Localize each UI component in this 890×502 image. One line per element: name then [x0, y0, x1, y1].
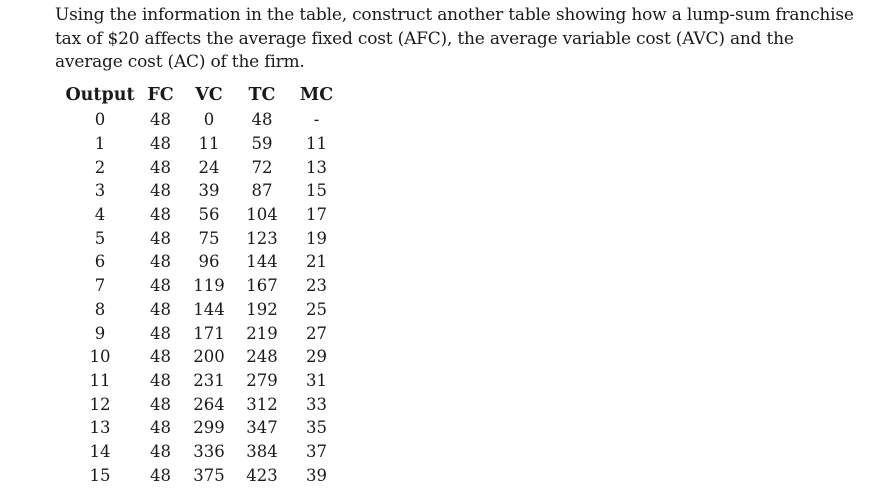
cell-fc: 48: [150, 276, 171, 296]
cell-output: 14: [89, 441, 111, 461]
cell-fc: 48: [150, 370, 171, 390]
table-row: [61, 108, 345, 132]
cell-vc: 144: [193, 299, 225, 319]
table-row: [61, 179, 345, 203]
cell-fc: 48: [150, 181, 171, 201]
cell-output: 8: [94, 299, 106, 319]
cell-tc: 48: [251, 110, 273, 130]
cell-fc: 48: [150, 347, 171, 367]
cell-mc: 21: [306, 252, 327, 272]
cell-fc: 48: [150, 299, 171, 319]
cell-vc: 231: [193, 370, 225, 390]
cell-output: 9: [94, 323, 106, 343]
cell-fc: 48: [150, 157, 171, 177]
table-row: [61, 463, 345, 487]
cell-tc: 192: [246, 299, 278, 319]
header-vc: VC: [195, 85, 223, 105]
cell-vc: 375: [193, 465, 225, 485]
cell-tc: 384: [246, 441, 278, 461]
table-row: [61, 369, 345, 393]
cell-vc: 299: [193, 418, 225, 438]
cell-vc: 0: [203, 110, 215, 130]
cell-fc: 48: [150, 110, 171, 130]
cell-output: 10: [89, 347, 111, 367]
header-output: Output: [65, 85, 135, 105]
cell-fc: 48: [150, 252, 171, 272]
cell-fc: 48: [150, 323, 171, 343]
cell-tc: 123: [246, 228, 278, 248]
cell-mc: 31: [306, 370, 327, 390]
cell-output: 4: [94, 205, 106, 225]
cell-mc: 15: [306, 181, 327, 201]
cell-output: 3: [94, 181, 106, 201]
cell-tc: 167: [246, 276, 278, 296]
cell-vc: 171: [193, 323, 225, 343]
cell-output: 5: [94, 228, 106, 248]
cell-tc: 423: [246, 465, 278, 485]
cell-output: 6: [94, 252, 106, 272]
cell-fc: 48: [150, 228, 171, 248]
cell-mc: 23: [306, 276, 327, 296]
cell-output: 0: [94, 110, 106, 130]
table-row: [61, 298, 345, 322]
question-text: Using the information in the table, construct another table showing how a lump-sum franchise tax of $20 affects the average fixed cost (AFC), the average variable cost (AVC) and the average cost (AC) of the firm.: [55, 5, 854, 72]
cell-tc: 347: [246, 418, 278, 438]
cell-vc: 56: [198, 205, 220, 225]
cell-fc: 48: [150, 134, 171, 154]
cell-tc: 219: [246, 323, 278, 343]
cell-mc: 25: [306, 299, 327, 319]
cell-tc: 144: [246, 252, 278, 272]
cell-tc: 279: [246, 370, 278, 390]
cell-fc: 48: [150, 418, 171, 438]
header-fc: FC: [147, 85, 174, 105]
table-row: [61, 250, 345, 274]
cell-mc: 39: [306, 465, 327, 485]
table-row: [61, 345, 345, 369]
table-row: [61, 155, 345, 179]
table-body: [61, 108, 345, 487]
cell-tc: 87: [251, 181, 273, 201]
cell-vc: 200: [193, 347, 225, 367]
cell-vc: 39: [198, 181, 220, 201]
cell-mc: 13: [306, 157, 327, 177]
header-mc: MC: [299, 85, 334, 105]
table-row: [61, 274, 345, 298]
cell-mc: 27: [306, 323, 327, 343]
table-row: [61, 132, 345, 156]
cell-output: 15: [89, 465, 111, 485]
cell-fc: 48: [150, 441, 171, 461]
cell-mc: -: [313, 110, 320, 130]
cell-output: 1: [94, 134, 106, 154]
table-header-row: [61, 82, 345, 108]
cell-tc: 312: [246, 394, 278, 414]
cell-mc: 29: [306, 347, 327, 367]
cell-output: 11: [89, 370, 111, 390]
cell-vc: 11: [198, 134, 220, 154]
cell-mc: 11: [306, 134, 327, 154]
cell-tc: 104: [246, 205, 278, 225]
cell-output: 2: [94, 157, 106, 177]
cell-fc: 48: [150, 205, 171, 225]
cell-tc: 59: [251, 134, 273, 154]
cell-vc: 336: [193, 441, 225, 461]
cell-fc: 48: [150, 465, 171, 485]
cell-vc: 24: [198, 157, 220, 177]
cell-vc: 119: [193, 276, 225, 296]
header-tc: TC: [248, 85, 276, 105]
cell-mc: 33: [306, 394, 327, 414]
table-row: [61, 416, 345, 440]
table-row: [61, 440, 345, 464]
table-row: [61, 321, 345, 345]
cell-fc: 48: [150, 394, 171, 414]
cell-output: 7: [94, 276, 106, 296]
table-row: [61, 226, 345, 250]
cell-tc: 248: [246, 347, 278, 367]
cell-vc: 264: [193, 394, 225, 414]
cell-mc: 35: [306, 418, 327, 438]
table-row: [61, 392, 345, 416]
table-row: [61, 203, 345, 227]
cell-output: 12: [89, 394, 111, 414]
cell-vc: 75: [198, 228, 220, 248]
cell-output: 13: [89, 418, 111, 438]
cell-mc: 17: [306, 205, 327, 225]
cell-mc: 37: [306, 441, 327, 461]
cell-vc: 96: [198, 252, 220, 272]
cell-tc: 72: [251, 157, 273, 177]
cost-table: [61, 82, 345, 487]
cell-mc: 19: [306, 228, 327, 248]
